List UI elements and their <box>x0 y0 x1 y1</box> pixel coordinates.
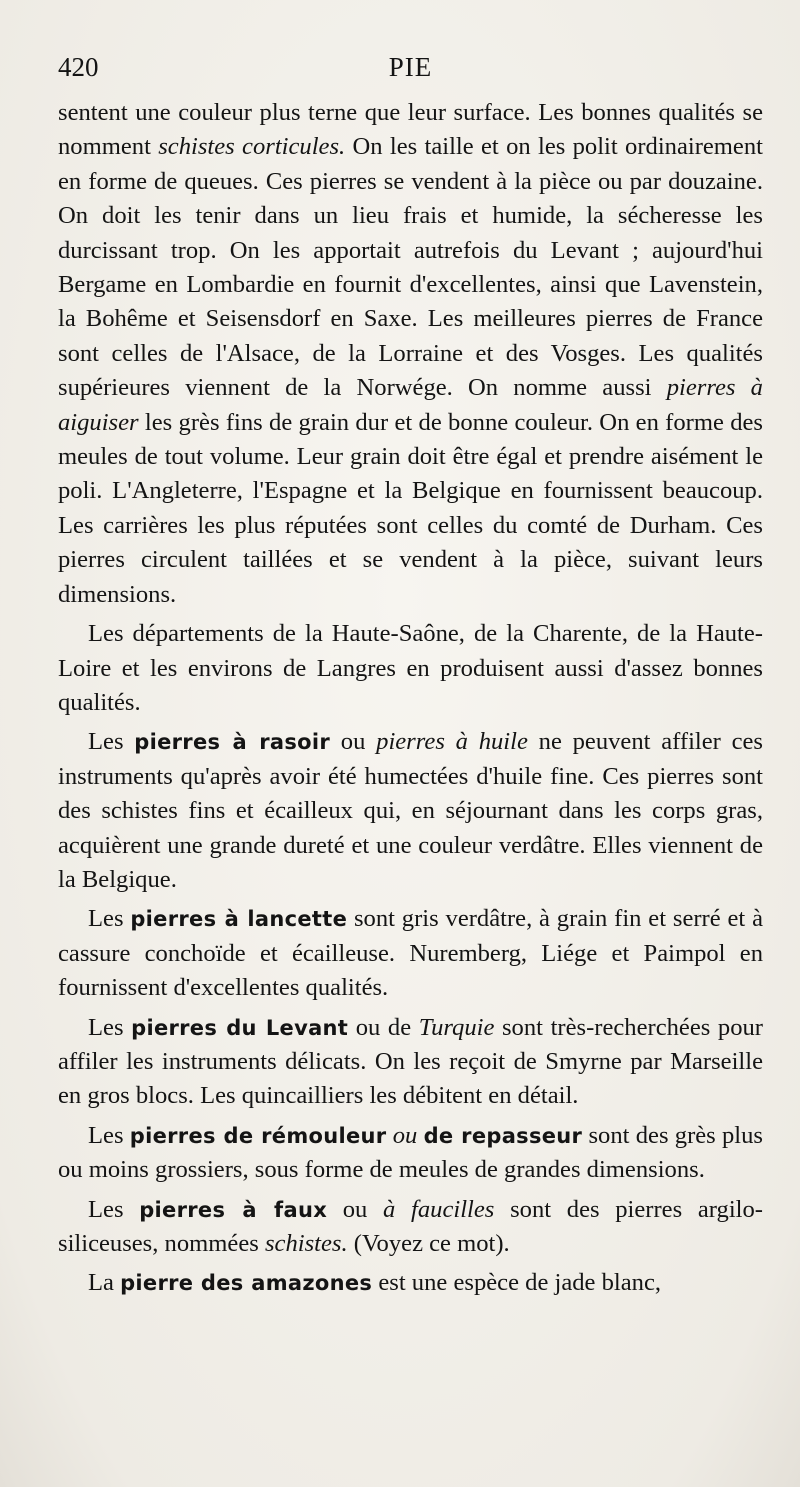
paragraph-4: Les pierres à lancette sont gris verdâtre, à grain fin et serré et à cassure conchoïde et écailleuse. Nuremberg, Liége et Paimpol en fournissent d'excellentes qualités. <box>58 905 763 1002</box>
bold-term: pierre des amazones <box>120 1271 373 1296</box>
page-header <box>58 52 763 92</box>
bold-term: pierres à lancette <box>130 907 348 932</box>
paragraph-2: Les départements de la Haute-Saône, de la Charente, de la Haute-Loire et les environs de Langres en produisent aussi d'assez bonnes qualités. <box>58 620 763 716</box>
italic-term: Turquie <box>418 1013 495 1041</box>
page-number: 420 <box>58 52 99 82</box>
bold-term: pierres à faux <box>139 1197 328 1222</box>
bold-term: pierres à rasoir <box>134 730 331 755</box>
bold-term: pierres de rémouleur <box>129 1123 387 1148</box>
italic-term: pierres à huile <box>376 728 528 756</box>
italic-term: schistes corticules. <box>158 133 346 161</box>
paragraph-1: sentent une couleur plus terne que leur surface. Les bonnes qualités se nomment schistes corticules. On les taille et on les polit ordinairement en forme de queues. Ces pierres se vendent à la pièce ou par douzaine. On doit les tenir dans un lieu frais et humide, la sécheresse les durcissant trop. On les apportait autrefois du Levant ; aujourd'hui Bergame en Lombardie en fournit d'excellentes, ainsi que Lavenstein, la Bohême et Seisensdorf en Saxe. Les meilleures pierres de France sont celles de l'Alsace, de la Lorraine et des Vosges. Les qualités supérieures viennent de la Norwége. On nomme aussi pierres à aiguiser les grès fins de grain dur et de bonne couleur. On en forme des meules de tout volume. Leur grain doit être égal et prendre aisément le poli. L'Angleterre, l'Espagne et la Belgique en fournissent beaucoup. Les carrières les plus réputées sont celles du comté de Durham. Ces pierres circulent taillées et se vendent à la pièce, suivant leurs dimensions. <box>58 99 763 608</box>
bold-term: pierres du Levant <box>131 1015 349 1040</box>
italic-term: schistes. <box>264 1230 348 1257</box>
italic-term: à faucilles <box>383 1195 495 1223</box>
italic-term: ou <box>392 1121 418 1149</box>
paragraph-8: La pierre des amazones est une espèce de jade blanc, <box>88 1269 662 1297</box>
bold-term: de repasseur <box>423 1123 583 1148</box>
running-head: PIE <box>388 52 433 82</box>
body-text <box>58 96 763 1306</box>
paragraph-7: Les pierres à faux ou à faucilles sont des pierres argilo-siliceuses, nommées schistes. (Voyez ce mot). <box>58 1195 763 1257</box>
italic-term: pierres à aiguiser <box>58 374 763 436</box>
paragraph-5: Les pierres du Levant ou de Turquie sont très-recherchées pour affiler les instruments délicats. On les reçoit de Smyrne par Marseille en gros blocs. Les quincailliers les débitent en détail. <box>58 1013 763 1110</box>
paragraph-3: Les pierres à rasoir ou pierres à huile ne peuvent affiler ces instruments qu'après avoir été humectées d'huile fine. Ces pierres sont des schistes fins et écailleux qui, en séjournant dans les corps gras, acquièrent une grande dureté et une couleur verdâtre. Elles viennent de la Belgique. <box>58 728 764 893</box>
paragraph-6: Les pierres de rémouleur ou de repasseur sont des grès plus ou moins grossiers, sous forme de meules de grandes dimensions. <box>58 1121 763 1184</box>
